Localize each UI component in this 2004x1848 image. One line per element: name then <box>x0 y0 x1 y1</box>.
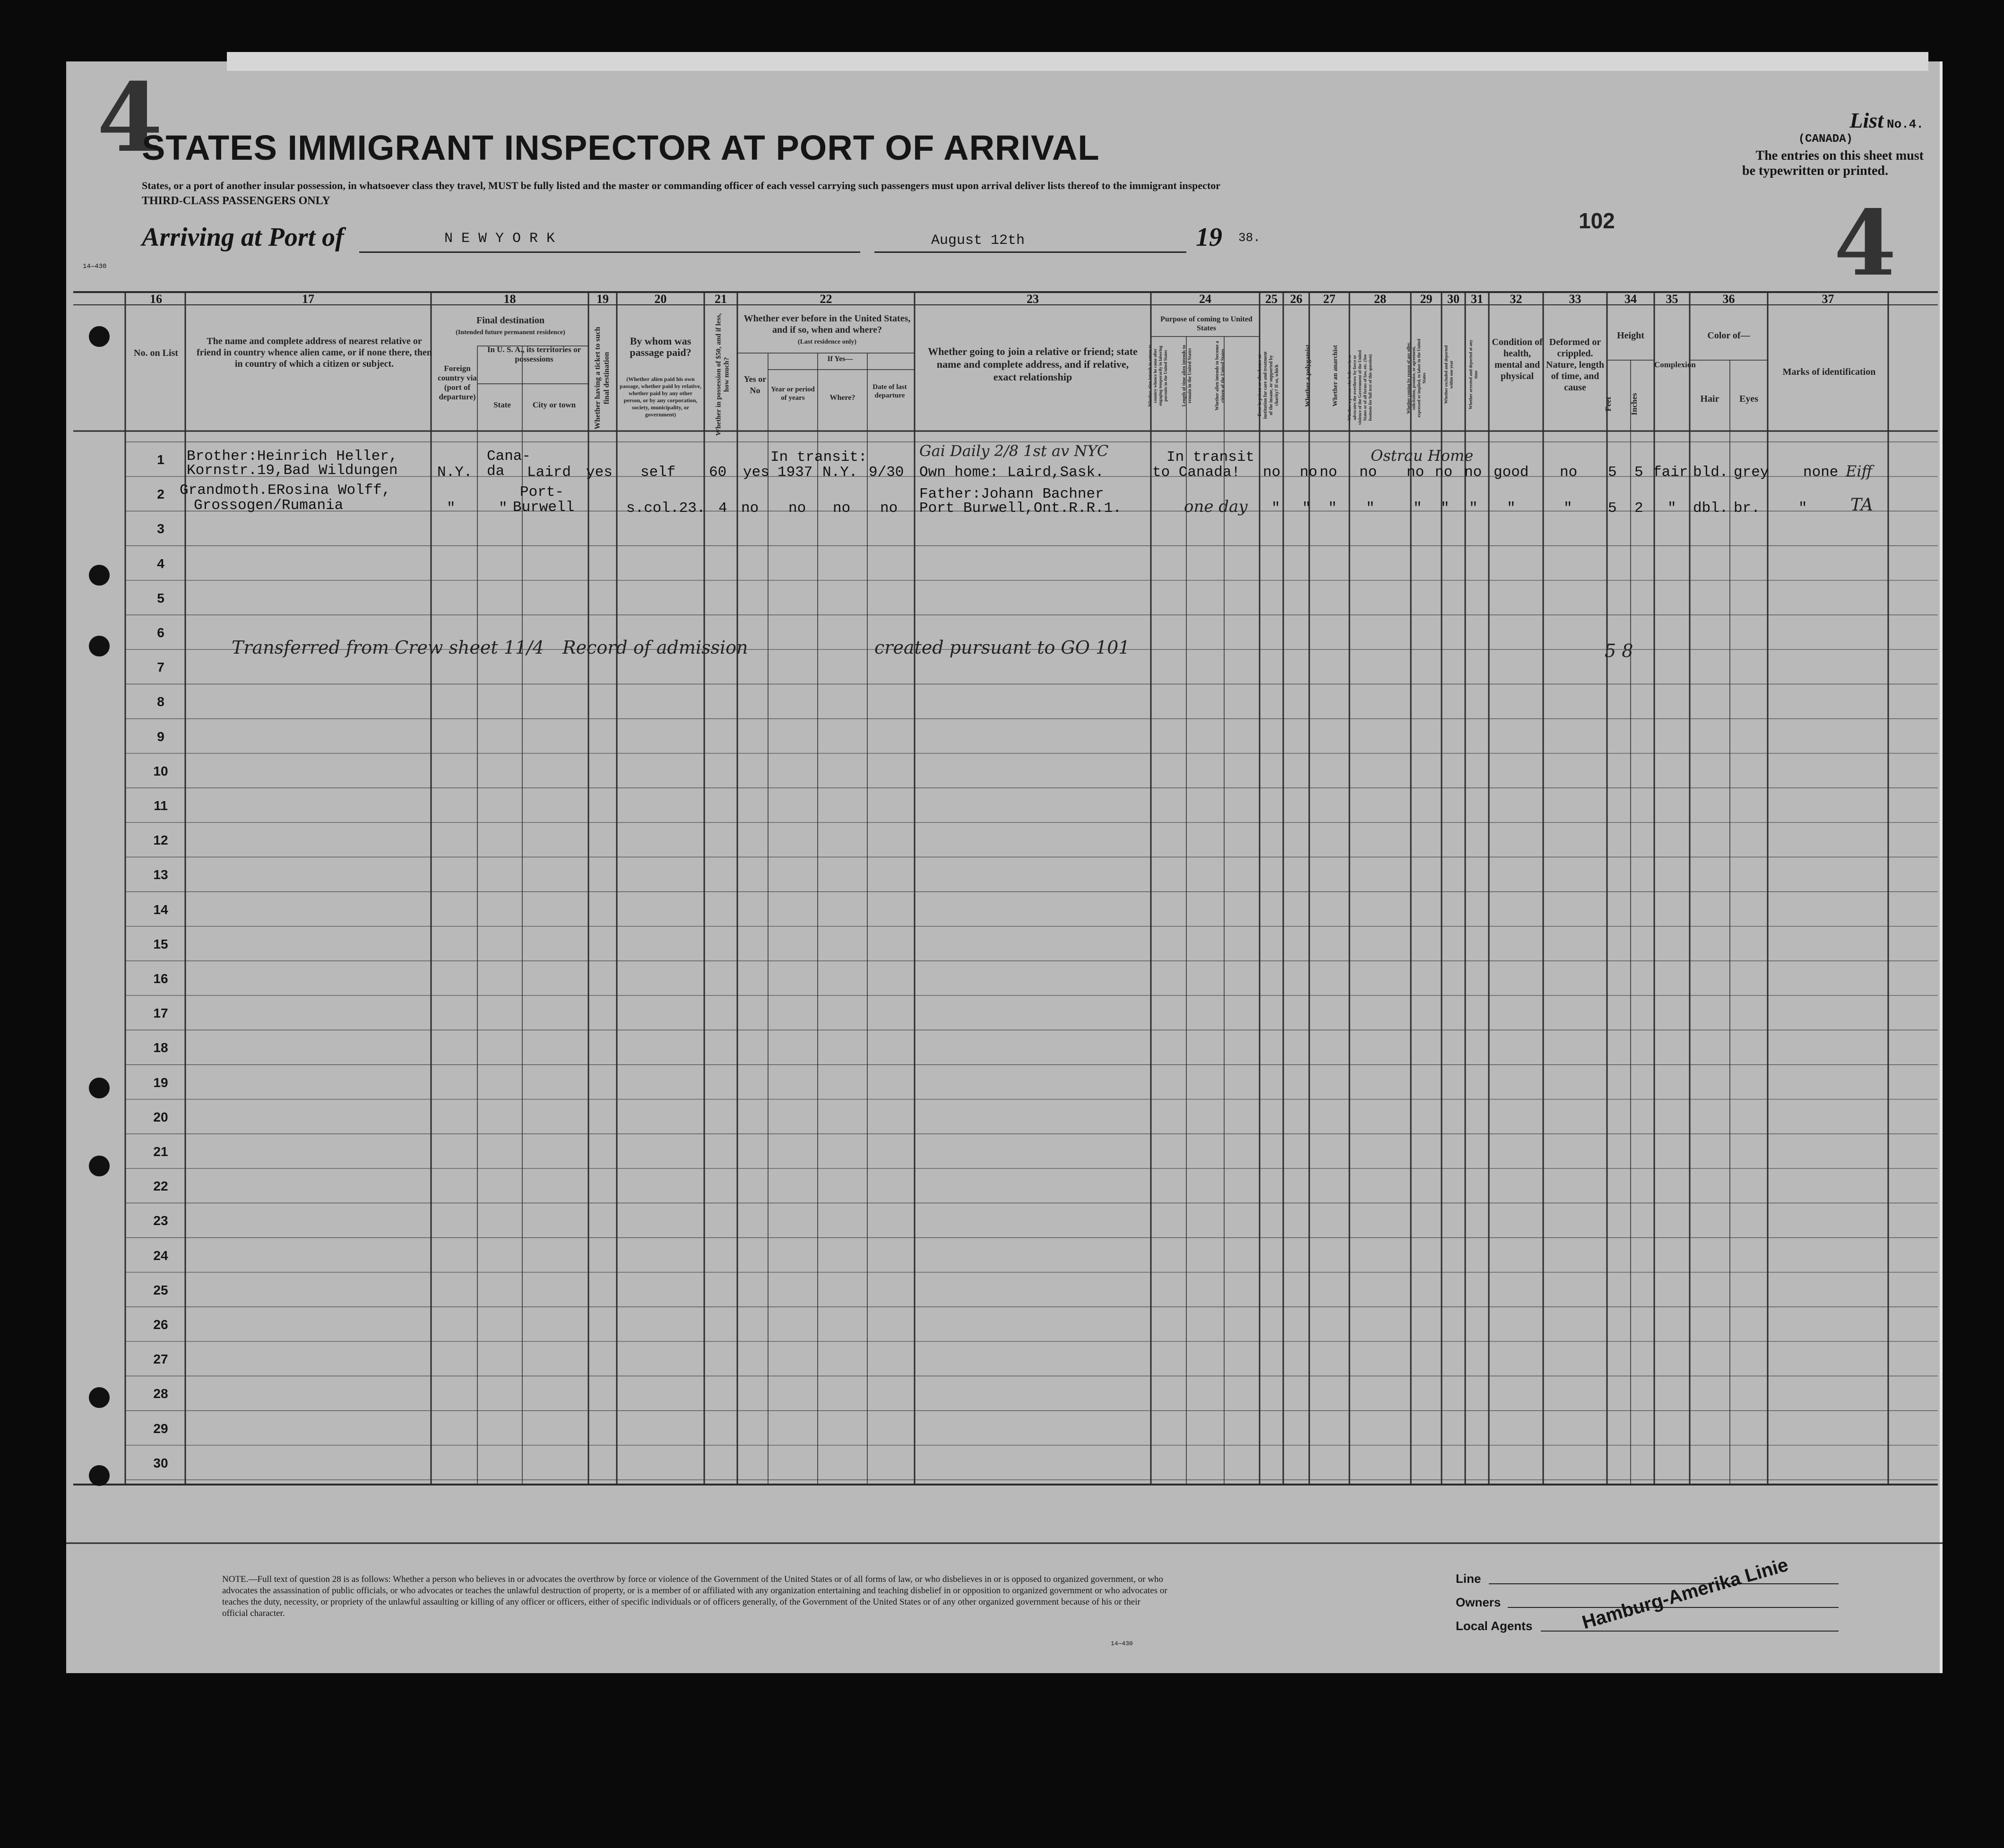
row-number-30: 30 <box>153 1455 168 1470</box>
row2-q30: " <box>1441 500 1450 517</box>
row2-city-b: Burwell <box>513 499 575 516</box>
column-number-16: 16 <box>150 292 162 306</box>
arriving-label: Arriving at Port of <box>142 223 344 252</box>
row-number-28: 28 <box>153 1386 168 1401</box>
column-number-20: 20 <box>654 292 667 306</box>
row1-marks: none <box>1803 464 1839 481</box>
row1-before-date: 9/30 <box>869 464 904 481</box>
col30-header: Whether excluded and deported within one year <box>1443 345 1454 404</box>
row1-prison: no <box>1263 464 1281 481</box>
list-number: No.4. <box>1886 117 1924 131</box>
col22-yesno-header: Yes or No <box>743 374 767 395</box>
column-number-17: 17 <box>302 292 314 306</box>
punch-hole <box>89 565 110 586</box>
row2-join-line2: Port Burwell,Ont.R.R.1. <box>919 500 1122 517</box>
row2-state: " <box>499 500 508 517</box>
row-number-18: 18 <box>153 1040 168 1055</box>
row1-handwritten-destination: Ostrau Home <box>1371 447 1474 465</box>
row-number-23: 23 <box>153 1213 168 1228</box>
row1-complexion: fair <box>1653 464 1688 481</box>
list-label: List <box>1849 108 1883 132</box>
row1-q31: no <box>1464 464 1482 481</box>
row-number-29: 29 <box>153 1421 168 1436</box>
row1-money: 60 <box>709 464 727 481</box>
row1-feet: 5 <box>1608 464 1617 481</box>
row2-complexion: " <box>1667 500 1676 517</box>
row1-foreign-via: N.Y. <box>437 464 473 481</box>
row-number-8: 8 <box>157 694 164 709</box>
col36-header: Color of— <box>1707 330 1750 341</box>
row2-q29: " <box>1413 500 1422 517</box>
row-number-26: 26 <box>153 1317 168 1332</box>
column-number-24: 24 <box>1199 292 1211 306</box>
column-number-32: 32 <box>1510 292 1522 306</box>
row-number-12: 12 <box>153 833 168 848</box>
column-number-29: 29 <box>1420 292 1433 306</box>
row2-q28: " <box>1366 500 1375 517</box>
punch-hole <box>89 1078 110 1098</box>
col34-inches-header: Inches <box>1630 393 1639 415</box>
row2-foreign-via: " <box>447 500 456 517</box>
sheet-mark-left: 4 <box>97 62 163 173</box>
row-number-1: 1 <box>157 452 164 467</box>
subtitle-line-2: THIRD-CLASS PASSENGERS ONLY <box>142 195 330 207</box>
col20-header: By whom was passage paid? <box>630 335 691 358</box>
port-line <box>359 251 860 253</box>
col24b-header: Length of time alien intends to remain in the United States <box>1182 345 1192 407</box>
punch-hole <box>89 1156 110 1176</box>
col29-header: Whether coming by reason of any offer, solicitation, promise, or agreement, expressed or implied, to labor in the United States <box>1406 339 1426 418</box>
row1-polygamist: no <box>1300 464 1318 481</box>
col18-state-header: State <box>493 400 511 409</box>
row-number-2: 2 <box>157 487 164 502</box>
punch-hole <box>89 326 110 347</box>
arrival-date: August 12th <box>931 233 1025 249</box>
row6-pursuant-note: created pursuant to GO 101 <box>874 637 1130 658</box>
row2-before-year: no <box>788 500 806 517</box>
row1-inches: 5 <box>1634 464 1643 481</box>
row1-eyes: grey <box>1734 464 1769 481</box>
row1-purpose: In transit <box>1166 449 1255 466</box>
row1-purpose-b: to Canada! <box>1152 464 1241 481</box>
row6-record-note: Record of admission <box>562 637 748 658</box>
row1-join: Own home: Laird,Sask. <box>919 464 1104 481</box>
col37-header: Marks of identification <box>1782 367 1876 377</box>
page-stamp-number: 102 <box>1579 208 1615 233</box>
punch-hole <box>89 1387 110 1408</box>
col22-year-header: Year or period of years <box>771 386 815 402</box>
col16-header: No. on List <box>134 348 178 358</box>
row2-join-line1: Father:Johann Bachner <box>919 486 1104 502</box>
column-number-30: 30 <box>1447 292 1460 306</box>
entries-note-1: The entries on this sheet must <box>1755 148 1924 163</box>
row1-relative-line1: Brother:Heinrich Heller, <box>187 448 398 465</box>
col21-header: Whether in possession of $50, and if less, how much? <box>715 313 731 436</box>
col33-header: Deformed or crippled. Nature, length of time, and cause <box>1546 337 1604 393</box>
row2-feet: 5 <box>1608 500 1617 517</box>
port-value: N E W Y O R K <box>444 231 555 247</box>
row2-city: Port- <box>520 484 564 501</box>
row1-passage-paid: self <box>640 464 676 481</box>
row-number-22: 22 <box>153 1179 168 1194</box>
row2-q31: " <box>1469 500 1478 517</box>
col32-header: Condition of health, mental and physical <box>1492 337 1543 381</box>
row1-hair: bld. <box>1693 464 1728 481</box>
year-prefix: 19 <box>1196 223 1222 252</box>
list-number-box <box>1742 108 1924 179</box>
col24-header: Purpose of coming to United States <box>1160 315 1252 332</box>
column-number-23: 23 <box>1027 292 1039 306</box>
line-field <box>1489 1583 1839 1584</box>
row2-polygamist: " <box>1302 500 1311 517</box>
row2-eyes: br. <box>1734 500 1760 517</box>
line-stamp: Hamburg-Amerika Linie <box>1580 1554 1791 1633</box>
row2-passage-paid: s.col.23. <box>626 500 706 517</box>
row6-transfer-note: Transferred from Crew sheet 11/4 <box>232 637 544 658</box>
row2-prison: " <box>1271 500 1280 517</box>
row-number-13: 13 <box>153 867 168 882</box>
row2-relative-line2: Grossogen/Rumania <box>194 497 344 514</box>
row1-q29: no <box>1407 464 1425 481</box>
row1-before-year: 1937 <box>777 464 813 481</box>
row1-anarchist: no <box>1320 464 1338 481</box>
row2-deformed: " <box>1563 500 1572 517</box>
col24c-header: Whether alien intends to become a citizen of the United States <box>1215 341 1226 411</box>
column-number-25: 25 <box>1265 292 1278 306</box>
row-number-19: 19 <box>153 1075 168 1090</box>
col22-ifyes-header: If Yes— <box>827 355 853 363</box>
col24a-header: Whether alien intends to return to country whence he came after engaging temporarily in laboring pursuits in the United States <box>1148 345 1168 407</box>
row-number-24: 24 <box>153 1248 168 1263</box>
row1-relative-line2: Kornstr.19,Bad Wildungen <box>187 462 398 479</box>
column-number-33: 33 <box>1569 292 1581 306</box>
row6-height-note: 5 8 <box>1605 640 1633 661</box>
row2-relative-line1: Grandmoth.ERosina Wolff, <box>180 482 391 499</box>
list-canada: (CANADA) <box>1798 133 1853 146</box>
row2-before-where: no <box>833 500 851 517</box>
column-number-28: 28 <box>1374 292 1386 306</box>
row2-anarchist: " <box>1328 500 1337 517</box>
form-code-bottom: 14—430 <box>1111 1640 1133 1647</box>
col27-header: Whether an anarchist <box>1332 345 1339 407</box>
row1-marks-handwritten: Eiff <box>1846 462 1873 480</box>
column-number-22: 22 <box>820 292 832 306</box>
col20-subheader: (Whether alien paid his own passage, whether paid by relative, whether paid by any other person, or by any corporation, society, municipality, or government) <box>620 376 701 418</box>
col18-header: Final destination <box>476 315 544 326</box>
column-number-19: 19 <box>596 292 609 306</box>
sheet-mark-right: 4 <box>1834 190 1897 296</box>
row-number-10: 10 <box>153 763 168 778</box>
row2-marks: " <box>1798 500 1807 517</box>
col18-usa-header: In U. S. A., its territories or possessions <box>487 345 581 363</box>
date-line <box>874 251 1186 253</box>
column-number-18: 18 <box>503 292 516 306</box>
col34-feet-header: Feet <box>1604 397 1613 412</box>
row1-before-yesno: yes <box>743 464 769 481</box>
col34-header: Height <box>1617 330 1644 341</box>
local-agents-label: Local Agents <box>1456 1619 1533 1633</box>
col36-eyes-header: Eyes <box>1739 394 1758 404</box>
row-number-21: 21 <box>153 1144 168 1159</box>
row-number-15: 15 <box>153 936 168 951</box>
column-number-37: 37 <box>1822 292 1834 306</box>
column-number-21: 21 <box>715 292 727 306</box>
col17-header: The name and complete address of nearest relative or friend in country whence alien came, or if none there, then in country of which a citizen or subject. <box>196 336 432 369</box>
punch-hole <box>89 1465 110 1486</box>
col35-header: Complexion <box>1654 360 1696 369</box>
column-number-34: 34 <box>1624 292 1637 306</box>
col18-city-header: City or town <box>532 400 576 409</box>
footnote-question-28: NOTE.—Full text of question 28 is as follows: Whether a person who believes in or advocates the overthrow by force or violence of the Government of the United States or of all forms of law, or who disbelieves in or is opposed to organized government, or who advocates the assassination of public officials, or who advocates or teaches the unlawful destruction of property, or is a member of or affiliated with any organization entertaining and teaching disbelief in or opposition to organized government or who advocates or teaches the duty, necessity, or propriety of the unlawful assaulting or killing of any officer or officers, either of specific individuals or of officers generally, of the Government of the United States or of any other organized government because of his or their official character. <box>222 1574 1167 1618</box>
row1-health: good <box>1494 464 1529 481</box>
col19-header: Whether having a ticket to such final destination <box>594 327 611 430</box>
row1-join-handwritten: Gai Daily 2/8 1st av NYC <box>919 442 1109 460</box>
col31-header: Whether arrested and deported at any time <box>1468 339 1478 410</box>
row1-deformed: no <box>1560 464 1578 481</box>
col18-foreign-header: Foreign country via (port of departure) <box>438 364 477 401</box>
col28-header: Whether a person who believes in or advocates the overthrow by force or violence of the Government of the United States or of all forms of law, etc. (See footnote for full text of this question) <box>1347 350 1373 425</box>
line-label: Line <box>1456 1572 1481 1586</box>
row2-money: 4 <box>718 500 727 517</box>
row-number-16: 16 <box>153 971 168 986</box>
page-title: STATES IMMIGRANT INSPECTOR AT PORT OF ARRIVAL <box>142 128 1100 167</box>
row1-ticket: yes <box>586 464 613 481</box>
punch-hole <box>89 636 110 656</box>
row2-health: " <box>1507 500 1516 517</box>
row1-before-transit: In transit: <box>770 449 867 466</box>
col23-header: Whether going to join a relative or friend; state name and complete address, and if relative, exact relationship <box>928 345 1138 383</box>
row-number-11: 11 <box>154 798 168 813</box>
column-number-36: 36 <box>1722 292 1735 306</box>
entries-note-2: be typewritten or printed. <box>1742 164 1888 178</box>
subtitle-line-1: States, or a port of another insular possession, in whatsoever class they travel, MUST be fully listed and the master or commanding officer of each vessel carrying such passengers must upon arrival deliver lists thereof to the immigrant inspector <box>142 180 1220 191</box>
row-number-3: 3 <box>157 521 164 536</box>
row2-before-date: no <box>880 500 898 517</box>
row2-purpose-handwritten: one day <box>1184 497 1248 516</box>
row-number-5: 5 <box>157 590 164 605</box>
row-number-6: 6 <box>157 625 164 640</box>
form-code-top: 14—430 <box>83 263 107 270</box>
col22-subheader: (Last residence only) <box>797 338 857 345</box>
row-number-25: 25 <box>153 1282 168 1297</box>
col25-header: Ever in prison or almshouse or institution for care and treatment of the insane, or supported by charity? If so, which <box>1257 351 1279 419</box>
row-number-20: 20 <box>153 1109 168 1124</box>
year-suffix: 38. <box>1238 231 1261 245</box>
col36-hair-header: Hair <box>1700 394 1719 404</box>
row-number-4: 4 <box>157 556 164 571</box>
row-number-27: 27 <box>153 1352 168 1367</box>
column-number-31: 31 <box>1471 292 1483 306</box>
col22-header: Whether ever before in the United States, and if so, when and where? <box>743 313 911 335</box>
row-number-17: 17 <box>153 1006 168 1021</box>
row1-before-where: N.Y. <box>822 464 858 481</box>
col26-header: Whether a polygamist <box>1304 345 1312 407</box>
row1-q30: no <box>1435 464 1453 481</box>
row-number-14: 14 <box>153 902 168 917</box>
col22-date-header: Date of last departure <box>872 383 907 399</box>
row2-hair: dbl. <box>1693 500 1728 517</box>
column-number-27: 27 <box>1323 292 1336 306</box>
row2-before-yesno: no <box>741 500 759 517</box>
column-number-35: 35 <box>1666 292 1678 306</box>
col22-where-header: Where? <box>829 394 855 402</box>
row1-state: Cana-da <box>487 448 531 480</box>
row2-inches: 2 <box>1634 500 1643 517</box>
row2-marks-handwritten: TA <box>1850 495 1874 515</box>
owners-label: Owners <box>1456 1595 1501 1609</box>
row-number-9: 9 <box>157 729 164 744</box>
column-number-26: 26 <box>1290 292 1303 306</box>
row1-q28: no <box>1359 464 1377 481</box>
row-number-7: 7 <box>157 660 164 675</box>
col18-subheader: (Intended future permanent residence) <box>456 329 565 336</box>
row1-city: Laird <box>527 464 571 481</box>
